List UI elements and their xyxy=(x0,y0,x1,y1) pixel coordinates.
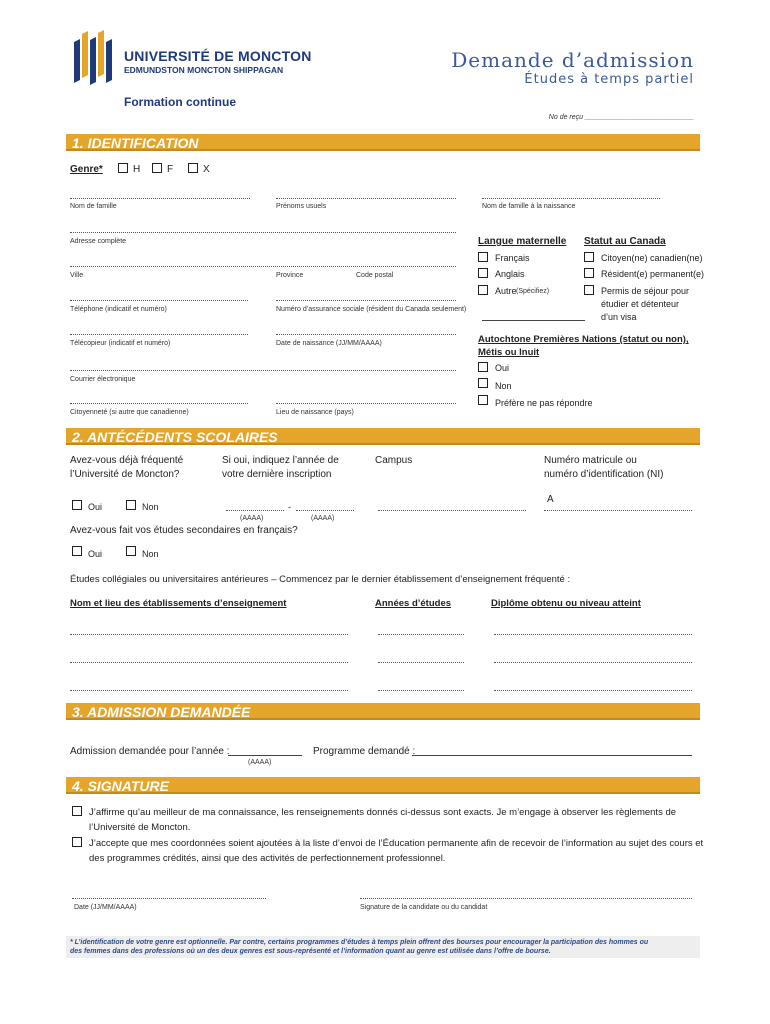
table-header-etablissement: Nom et lieu des établissements d’enseignement xyxy=(70,598,287,609)
code-postal-label: Code postal xyxy=(356,272,394,279)
diplome-1-field[interactable] xyxy=(494,634,692,635)
diplome-2-field[interactable] xyxy=(494,662,692,663)
campus-field[interactable] xyxy=(378,510,526,511)
statut-permis-label-3: d’un visa xyxy=(601,312,637,322)
affirm-text-2: l’Université de Moncton. xyxy=(89,822,191,833)
autochtone-oui-checkbox[interactable] xyxy=(478,362,488,372)
autochtone-oui-label: Oui xyxy=(495,363,510,373)
footnote-line-2: des femmes dans des professions où un des deux genres est sous-représenté et l’information quant au genre est utilisée dans l’offre de bourse. xyxy=(70,948,551,955)
etablissement-2-field[interactable] xyxy=(70,662,348,663)
frequente-non-label: Non xyxy=(142,502,159,512)
statut-permis-label-1: Permis de séjour pour xyxy=(601,286,690,296)
affirm-checkbox[interactable] xyxy=(72,806,82,816)
genre-label: Genre* xyxy=(70,164,103,175)
ville-field[interactable] xyxy=(70,266,456,267)
section-scolaires xyxy=(66,428,700,445)
date-signature-label: Date (JJ/MM/AAAA) xyxy=(74,904,137,911)
accept-text-1: J’accepte que mes coordonnées soient ajoutées à la liste d’envoi de l’Éducation permanente afin de recevoir de l’information au sujet des cours et xyxy=(89,838,704,849)
citoyennete-field[interactable] xyxy=(70,403,248,404)
statut-permis-checkbox[interactable] xyxy=(584,285,594,295)
ni-label-2: numéro d’identification (NI) xyxy=(544,469,664,480)
form-title: Demande d’admission xyxy=(451,48,694,72)
lieu-naissance-field[interactable] xyxy=(276,403,456,404)
autochtone-non-label: Non xyxy=(495,381,512,391)
etudes-anterieures-intro: Études collégiales ou universitaires antérieures – Commencez par le dernier établissement d’enseignement fréquenté : xyxy=(70,574,571,585)
signature-label: Signature de la candidate ou du candidat xyxy=(360,904,488,911)
annee-fin-field[interactable] xyxy=(296,510,354,511)
telephone-field[interactable] xyxy=(70,300,248,301)
campus-label: Campus xyxy=(375,455,413,466)
nas-label: Numéro d’assurance sociale (résident du Canada seulement) xyxy=(276,306,467,313)
logo-mark-icon xyxy=(70,30,115,85)
frequente-oui-checkbox[interactable] xyxy=(72,500,82,510)
langue-francais-label: Français xyxy=(495,253,530,263)
university-logo xyxy=(70,30,115,85)
unit-name: Formation continue xyxy=(124,95,236,109)
derniere-inscription-1: Si oui, indiquez l’année de xyxy=(222,455,339,466)
secondaires-question: Avez-vous fait vos études secondaires en français? xyxy=(70,525,298,536)
derniere-inscription-2: votre dernière inscription xyxy=(222,469,332,480)
frequente-question-1: Avez-vous déjà fréquenté xyxy=(70,455,184,466)
langue-autre-checkbox[interactable] xyxy=(478,285,488,295)
programme-label: Programme demandé : xyxy=(313,746,416,757)
langue-autre-label: Autre xyxy=(495,286,517,296)
table-header-diplome: Diplôme obtenu ou niveau atteint xyxy=(491,598,641,609)
genre-f-checkbox[interactable] xyxy=(152,163,162,173)
etablissement-1-field[interactable] xyxy=(70,634,348,635)
accept-checkbox[interactable] xyxy=(72,837,82,847)
date-naissance-label: Date de naissance (JJ/MM/AAAA) xyxy=(276,340,382,347)
secondaires-oui-label: Oui xyxy=(88,549,103,559)
statut-heading: Statut au Canada xyxy=(584,236,666,247)
date-signature-field[interactable] xyxy=(72,898,266,899)
section-admission xyxy=(66,703,700,720)
annee-dash: - xyxy=(288,502,291,512)
ni-field[interactable] xyxy=(544,510,692,511)
frequente-non-checkbox[interactable] xyxy=(126,500,136,510)
annees-2-field[interactable] xyxy=(378,662,464,663)
etablissement-3-field[interactable] xyxy=(70,690,348,691)
nom-naissance-field[interactable] xyxy=(482,198,660,199)
ni-label-1: Numéro matricule ou xyxy=(544,455,637,466)
university-name: UNIVERSITÉ DE MONCTON xyxy=(124,48,312,64)
genre-x-label: X xyxy=(203,164,210,175)
nom-field[interactable] xyxy=(70,198,250,199)
annee-debut-format: (AAAA) xyxy=(240,515,264,522)
secondaires-oui-checkbox[interactable] xyxy=(72,546,82,556)
section-signature xyxy=(66,777,700,794)
section-identification-title: 1. IDENTIFICATION xyxy=(72,135,199,151)
secondaires-non-checkbox[interactable] xyxy=(126,546,136,556)
secondaires-non-label: Non xyxy=(142,549,159,559)
autochtone-prefere-label: Préfère ne pas répondre xyxy=(495,398,593,408)
annees-1-field[interactable] xyxy=(378,634,464,635)
accept-text-2: des programmes crédités, ainsi que des activités de perfectionnement professionnel. xyxy=(89,853,446,864)
prenoms-field[interactable] xyxy=(276,198,456,199)
courriel-label: Courrier électronique xyxy=(70,376,136,383)
section-signature-title: 4. SIGNATURE xyxy=(72,778,169,794)
province-label: Province xyxy=(276,272,304,279)
langue-autre-note: (Spécifiez) xyxy=(516,288,550,295)
ville-label: Ville xyxy=(70,272,84,279)
admission-annee-field[interactable] xyxy=(228,755,302,756)
frequente-question-2: l’Université de Moncton? xyxy=(70,469,180,480)
langue-anglais-checkbox[interactable] xyxy=(478,268,488,278)
statut-citoyen-checkbox[interactable] xyxy=(584,252,594,262)
admission-annee-format: (AAAA) xyxy=(248,759,272,766)
statut-citoyen-label: Citoyen(ne) canadien(ne) xyxy=(601,253,703,263)
annee-fin-format: (AAAA) xyxy=(311,515,335,522)
ni-prefix: A xyxy=(547,494,554,505)
genre-h-label: H xyxy=(133,164,141,175)
programme-field[interactable] xyxy=(412,755,692,756)
autochtone-heading-2: Métis ou Inuit xyxy=(478,347,540,358)
prenoms-label: Prénoms usuels xyxy=(276,203,327,210)
admission-annee-label: Admission demandée pour l’année : xyxy=(70,746,230,757)
langue-francais-checkbox[interactable] xyxy=(478,252,488,262)
university-campuses: EDMUNDSTON MONCTON SHIPPAGAN xyxy=(124,65,284,75)
lieu-naissance-label: Lieu de naissance (pays) xyxy=(276,409,354,416)
nas-field[interactable] xyxy=(276,300,456,301)
statut-resident-checkbox[interactable] xyxy=(584,268,594,278)
langue-anglais-label: Anglais xyxy=(495,269,525,279)
diplome-3-field[interactable] xyxy=(494,690,692,691)
form-subtitle: Études à temps partiel xyxy=(524,72,694,87)
autochtone-prefere-checkbox[interactable] xyxy=(478,395,488,405)
genre-h-checkbox[interactable] xyxy=(118,163,128,173)
section-admission-title: 3. ADMISSION DEMANDÉE xyxy=(72,704,251,720)
genre-x-checkbox[interactable] xyxy=(188,163,198,173)
annees-3-field[interactable] xyxy=(378,690,464,691)
autochtone-non-checkbox[interactable] xyxy=(478,378,488,388)
telecopieur-label: Télécopieur (indicatif et numéro) xyxy=(70,340,171,347)
affirm-text-1: J’affirme qu’au meilleur de ma connaissance, les renseignements donnés ci-dessus sont exacts. Je m’engage à observer les règlements de xyxy=(89,807,677,818)
courriel-field[interactable] xyxy=(70,370,456,371)
telephone-label: Téléphone (indicatif et numéro) xyxy=(70,306,167,313)
footnote-line-1: * L’identification de votre genre est optionnelle. Par contre, certains programmes d’études à temps plein offrent des bourses pour encourager la participation des hommes ou xyxy=(70,939,649,946)
telecopieur-field[interactable] xyxy=(70,334,248,335)
adresse-field[interactable] xyxy=(70,232,456,233)
nom-label: Nom de famille xyxy=(70,203,117,210)
nom-naissance-label: Nom de famille à la naissance xyxy=(482,203,576,210)
langue-autre-field[interactable] xyxy=(482,320,585,321)
citoyennete-label: Citoyenneté (si autre que canadienne) xyxy=(70,409,189,416)
frequente-oui-label: Oui xyxy=(88,502,103,512)
table-header-annees: Années d’études xyxy=(375,598,452,609)
date-naissance-field[interactable] xyxy=(276,334,456,335)
autochtone-heading-1: Autochtone Premières Nations (statut ou non), xyxy=(478,334,689,345)
genre-f-label: F xyxy=(167,164,174,175)
statut-permis-label-2: étudier et détenteur xyxy=(601,299,680,309)
receipt-number: No de reçu ____________________________ xyxy=(548,114,694,121)
annee-debut-field[interactable] xyxy=(226,510,284,511)
section-scolaires-title: 2. ANTÉCÉDENTS SCOLAIRES xyxy=(72,429,278,445)
signature-field[interactable] xyxy=(360,898,692,899)
langue-heading: Langue maternelle xyxy=(478,236,567,247)
statut-resident-label: Résident(e) permanent(e) xyxy=(601,269,705,279)
section-identification xyxy=(66,134,700,151)
adresse-label: Adresse complète xyxy=(70,238,127,245)
